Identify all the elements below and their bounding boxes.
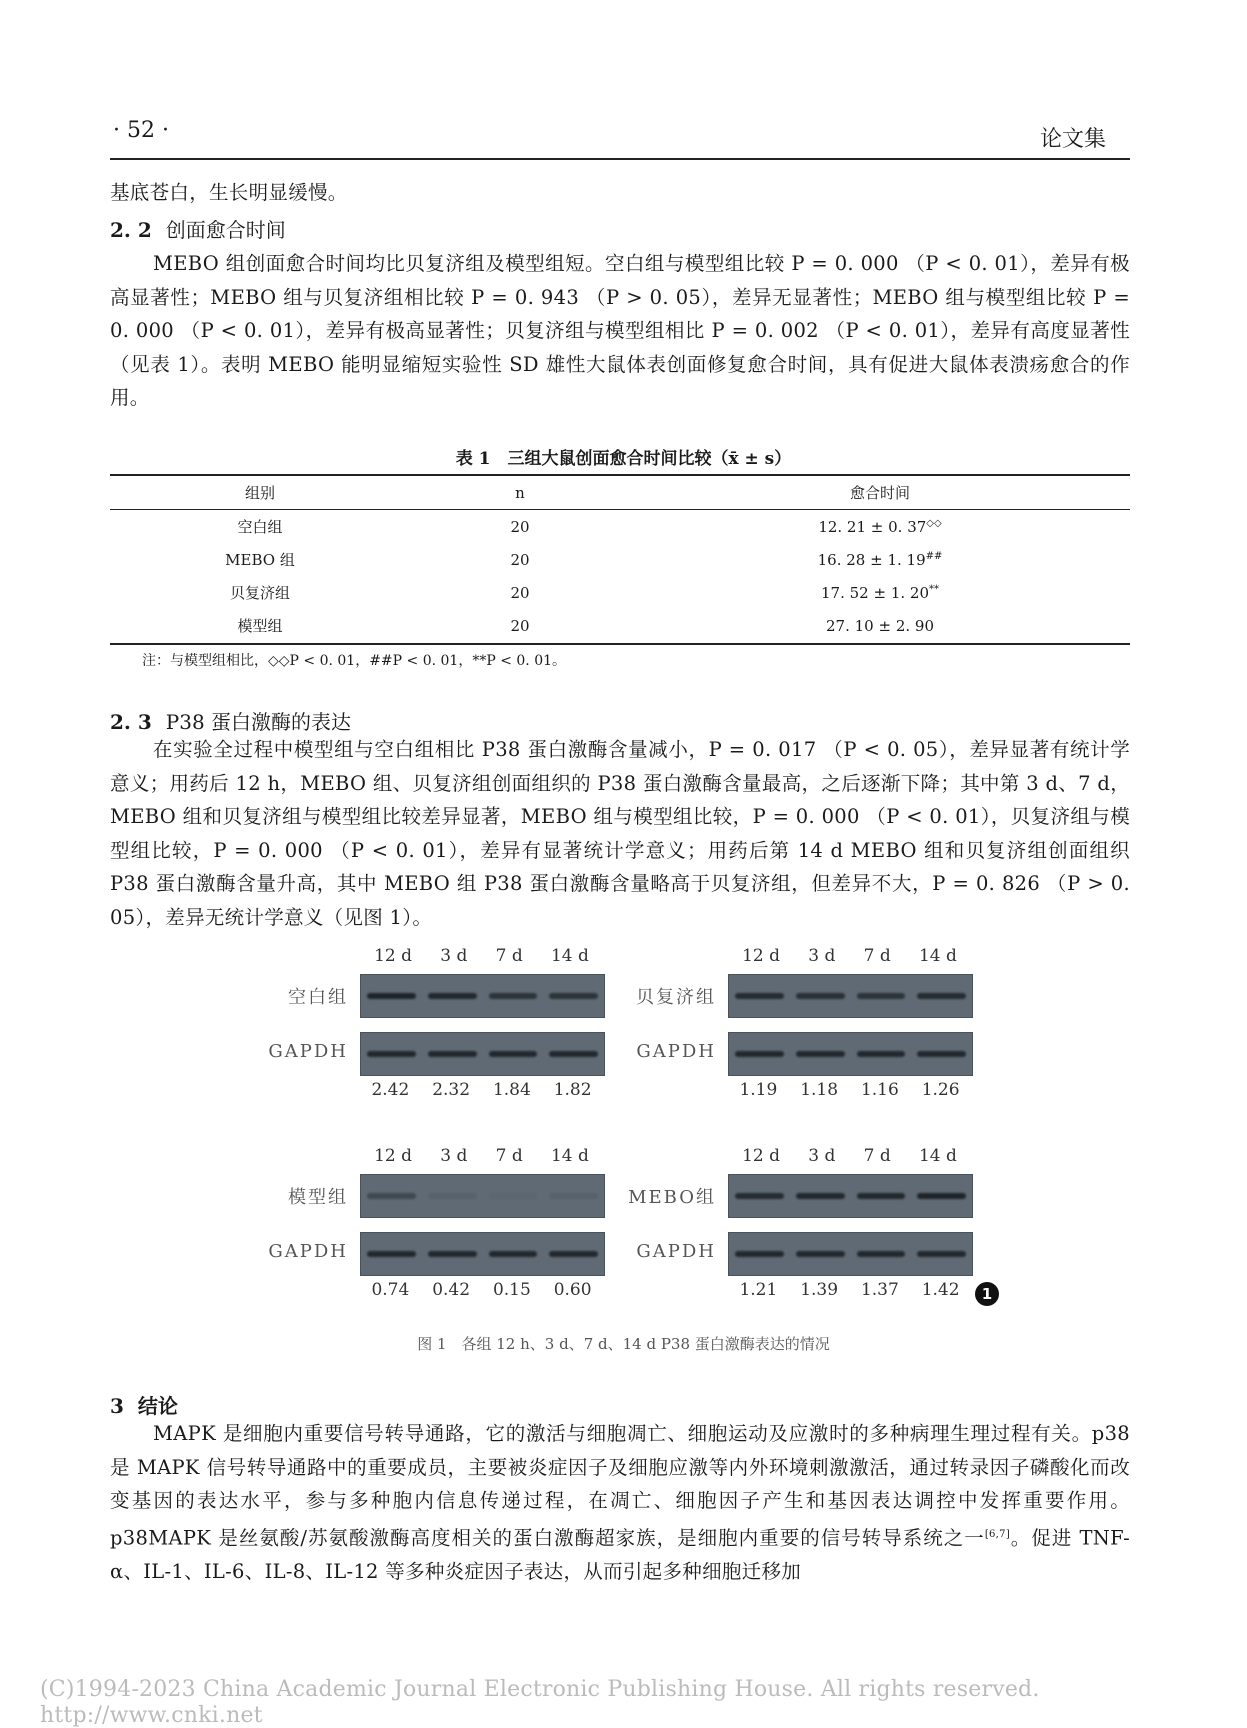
quant-value: 2.42 (371, 1080, 410, 1100)
table-cell-value (630, 609, 1130, 642)
p38-blot (360, 1174, 605, 1218)
quant-values (728, 1280, 971, 1300)
table-cell-n (410, 543, 630, 576)
page-number: · 52 · (113, 118, 169, 143)
lane-label: 3 d (440, 946, 468, 966)
lane-label: 14 d (918, 1146, 957, 1166)
conclusion-text-tail: 。促进 TNF-α、IL-1、IL-6、IL-8、IL-12 等多种炎症因子表达，从而引起多种细胞迁移加 (110, 1526, 1130, 1583)
table-cell-group-text: 贝复济组 (229, 584, 290, 602)
lane-label: 14 d (550, 1146, 589, 1166)
section-heading-2-3 (110, 706, 351, 735)
table-header-n: n (410, 476, 630, 510)
section-title: 创面愈合时间 (165, 218, 286, 242)
gapdh-band (735, 1051, 784, 1057)
blot-ref-label: GAPDH (268, 1041, 348, 1062)
table-cell-value-text: 12. 21 ± 0. 37 (818, 517, 927, 536)
gapdh-band (428, 1251, 477, 1257)
section-title: 结论 (137, 1394, 178, 1418)
table-cell-value (630, 510, 1130, 544)
lane-label: 7 d (495, 1146, 523, 1166)
p38-band (917, 1193, 966, 1199)
p38-band (735, 1193, 784, 1199)
section-number: 2. 3 (110, 710, 152, 734)
p38-band (917, 993, 966, 999)
blot-ref-label: GAPDH (268, 1241, 348, 1262)
header-rule (110, 158, 1130, 160)
lane-label: 12 d (742, 1146, 781, 1166)
healing-time-table (110, 476, 1130, 642)
table-cell-n-text: 20 (510, 517, 530, 536)
lane-label: 14 d (550, 946, 589, 966)
significance-mark: ◇◇ (926, 517, 942, 529)
quant-values (728, 1080, 971, 1100)
p38-band (489, 993, 538, 999)
paragraph-p38-expression: 在实验全过程中模型组与空白组相比 P38 蛋白激酶含量减小，P = 0. 017 （P < 0. 05），差异显著有统计学意义；用药后 12 h，MEBO 组、贝复济组创面组织的 P38 蛋白激酶含量最高，之后逐渐下降；其中第 3 d、7 d，MEBO 组和贝复济组与模型组比较差异显著，MEBO 组与模型组比较，P = 0. 000 （P < 0. 01），贝复济组与模型组比较，P = 0. 000 （P < 0. 01），差异有显著统计学意义；用药后第 14 d MEBO 组和贝复济组创面组织 P38 蛋白激酶含量升高，其中 MEBO 组 P38 蛋白激酶含量略高于贝复济组，但差异不大，P = 0. 826 （P > 0. 05），差异无统计学意义（见图 1）。 (110, 738, 1130, 929)
significance-mark: ** (928, 583, 939, 595)
p38-band (489, 1193, 538, 1199)
table-cell-n (410, 576, 630, 609)
quant-value: 1.26 (921, 1080, 960, 1100)
table-caption: 表 1 三组大鼠创面愈合时间比较（x̄ ± s） (455, 449, 792, 469)
quant-value: 2.32 (432, 1080, 471, 1100)
section-title: P38 蛋白激酶的表达 (165, 710, 352, 734)
lane-labels (728, 946, 971, 966)
gapdh-band (917, 1251, 966, 1257)
quant-value: 1.21 (739, 1280, 778, 1300)
p38-band (367, 993, 416, 999)
table-row (110, 510, 1130, 544)
table-cell-n-text: 20 (510, 550, 530, 569)
quant-value: 1.37 (860, 1280, 899, 1300)
quant-value: 1.16 (860, 1080, 899, 1100)
quant-value: 0.60 (553, 1280, 592, 1300)
p38-band (857, 1193, 906, 1199)
table-cell-value (630, 576, 1130, 609)
gapdh-band (428, 1051, 477, 1057)
lane-label: 12 d (374, 1146, 413, 1166)
figure-caption: 图 1 各组 12 h、3 d、7 d、14 d P38 蛋白激酶表达的情况 (417, 1335, 830, 1353)
table-cell-n (410, 510, 630, 544)
lane-label: 14 d (918, 946, 957, 966)
quant-value: 1.19 (739, 1080, 778, 1100)
gapdh-band (367, 1251, 416, 1257)
gapdh-blot (728, 1232, 973, 1276)
gapdh-band (796, 1051, 845, 1057)
table-row (110, 576, 1130, 609)
table-bottom-rule (110, 643, 1130, 645)
p38-band (428, 1193, 477, 1199)
p38-band (735, 993, 784, 999)
lane-label: 7 d (495, 946, 523, 966)
lane-labels (728, 1146, 971, 1166)
p38-blot (728, 974, 973, 1018)
table-header-group: 组别 (110, 476, 410, 510)
blot-group-label: 贝复济组 (636, 987, 716, 1008)
table-cell-group-text: 模型组 (237, 617, 283, 635)
table-cell-value-text: 17. 52 ± 1. 20 (821, 583, 929, 602)
lane-label: 3 d (808, 1146, 836, 1166)
gapdh-band (735, 1251, 784, 1257)
quant-values (360, 1280, 603, 1300)
gapdh-band (489, 1251, 538, 1257)
table-cell-value-text: 16. 28 ± 1. 19 (817, 550, 926, 569)
table-cell-n-text: 20 (510, 616, 530, 635)
table-row (110, 543, 1130, 576)
paragraph-conclusion (110, 1417, 1130, 1588)
quant-values (360, 1080, 603, 1100)
blot-group-label: 空白组 (288, 987, 348, 1008)
table-cell-value (630, 543, 1130, 576)
gapdh-band (549, 1051, 598, 1057)
p38-band (549, 993, 598, 999)
table-cell-group (110, 543, 410, 576)
quant-value: 0.42 (432, 1280, 471, 1300)
table-cell-group-text: 空白组 (237, 518, 283, 536)
lane-labels (360, 946, 603, 966)
quant-value: 0.74 (371, 1280, 410, 1300)
p38-blot (360, 974, 605, 1018)
quant-value: 1.84 (492, 1080, 531, 1100)
lane-label: 3 d (808, 946, 836, 966)
gapdh-band (549, 1251, 598, 1257)
lane-label: 7 d (863, 1146, 891, 1166)
gapdh-band (367, 1051, 416, 1057)
lane-labels (360, 1146, 603, 1166)
table-header-healing-time: 愈合时间 (630, 476, 1130, 510)
journal-name: 论文集 (1040, 127, 1107, 152)
p38-band (857, 993, 906, 999)
gapdh-band (857, 1051, 906, 1057)
table-cell-group (110, 510, 410, 544)
copyright-footer: (C)1994-2023 China Academic Journal Electronic Publishing House. All rights reserved. http://www.cnki.net (40, 1677, 1084, 1728)
table-cell-group (110, 576, 410, 609)
section-number: 3 (110, 1394, 124, 1418)
citation-ref: [6,7] (984, 1528, 1011, 1540)
lane-label: 7 d (863, 946, 891, 966)
gapdh-band (857, 1251, 906, 1257)
quant-value: 0.15 (492, 1280, 531, 1300)
gapdh-blot (360, 1232, 605, 1276)
lane-label: 12 d (742, 946, 781, 966)
gapdh-blot (728, 1032, 973, 1076)
quant-value: 1.18 (800, 1080, 839, 1100)
p38-band (796, 993, 845, 999)
gapdh-blot (360, 1032, 605, 1076)
gapdh-band (917, 1051, 966, 1057)
section-heading-2-2 (110, 214, 286, 243)
p38-band (367, 1193, 416, 1199)
conclusion-text: MAPK 是细胞内重要信号转导通路，它的激活与细胞凋亡、细胞运动及应激时的多种病理生理过程有关。p38 是 MAPK 信号转导通路中的重要成员，主要被炎症因子及细胞应激等内外环境刺激激活，通过转录因子磷酸化而改变基因的表达水平，参与多种胞内信息传递过程，在凋亡、细胞因子产生和基因表达调控中发挥重要作用。p38MAPK 是丝氨酸/苏氨酸激酶高度相关的蛋白激酶超家族，是细胞内重要的信号转导系统之一 (110, 1422, 1130, 1549)
quant-value: 1.82 (553, 1080, 592, 1100)
table-cell-n (410, 609, 630, 642)
section-number: 2. 2 (110, 218, 152, 242)
paragraph-continuation: 基底苍白，生长明显缓慢。 (110, 181, 348, 204)
table-cell-n-text: 20 (510, 583, 530, 602)
significance-mark: ## (925, 550, 943, 562)
lane-label: 3 d (440, 1146, 468, 1166)
table-cell-group-text: MEBO 组 (225, 551, 295, 569)
quant-value: 1.42 (921, 1280, 960, 1300)
figure-badge: 1 (975, 1282, 999, 1306)
quant-value: 1.39 (800, 1280, 839, 1300)
table-cell-value-text: 27. 10 ± 2. 90 (826, 616, 934, 635)
table-note: 注：与模型组相比，◇◇P < 0. 01，##P < 0. 01，**P < 0. 01。 (142, 653, 567, 669)
p38-blot (728, 1174, 973, 1218)
section-heading-3 (110, 1390, 178, 1419)
lane-label: 12 d (374, 946, 413, 966)
blot-group-label: 模型组 (288, 1187, 348, 1208)
table-row (110, 609, 1130, 642)
gapdh-band (796, 1251, 845, 1257)
p38-band (428, 993, 477, 999)
p38-band (549, 1193, 598, 1199)
p38-band (796, 1193, 845, 1199)
blot-ref-label: GAPDH (636, 1041, 716, 1062)
table-cell-group (110, 609, 410, 642)
paragraph-healing-time: MEBO 组创面愈合时间均比贝复济组及模型组短。空白组与模型组比较 P = 0. 000 （P < 0. 01），差异有极高显著性；MEBO 组与贝复济组相比较 P = 0. 943 （P > 0. 05），差异无显著性；MEBO 组与模型组比较 P = 0. 000 （P < 0. 01），差异有极高显著性；贝复济组与模型组相比 P = 0. 002 （P < 0. 01），差异有高度显著性（见表 1）。表明 MEBO 能明显缩短实验性 SD 雄性大鼠体表创面修复愈合时间，具有促进大鼠体表溃疡愈合的作用。 (110, 252, 1130, 409)
blot-group-label: MEBO组 (628, 1187, 716, 1208)
blot-ref-label: GAPDH (636, 1241, 716, 1262)
gapdh-band (489, 1051, 538, 1057)
